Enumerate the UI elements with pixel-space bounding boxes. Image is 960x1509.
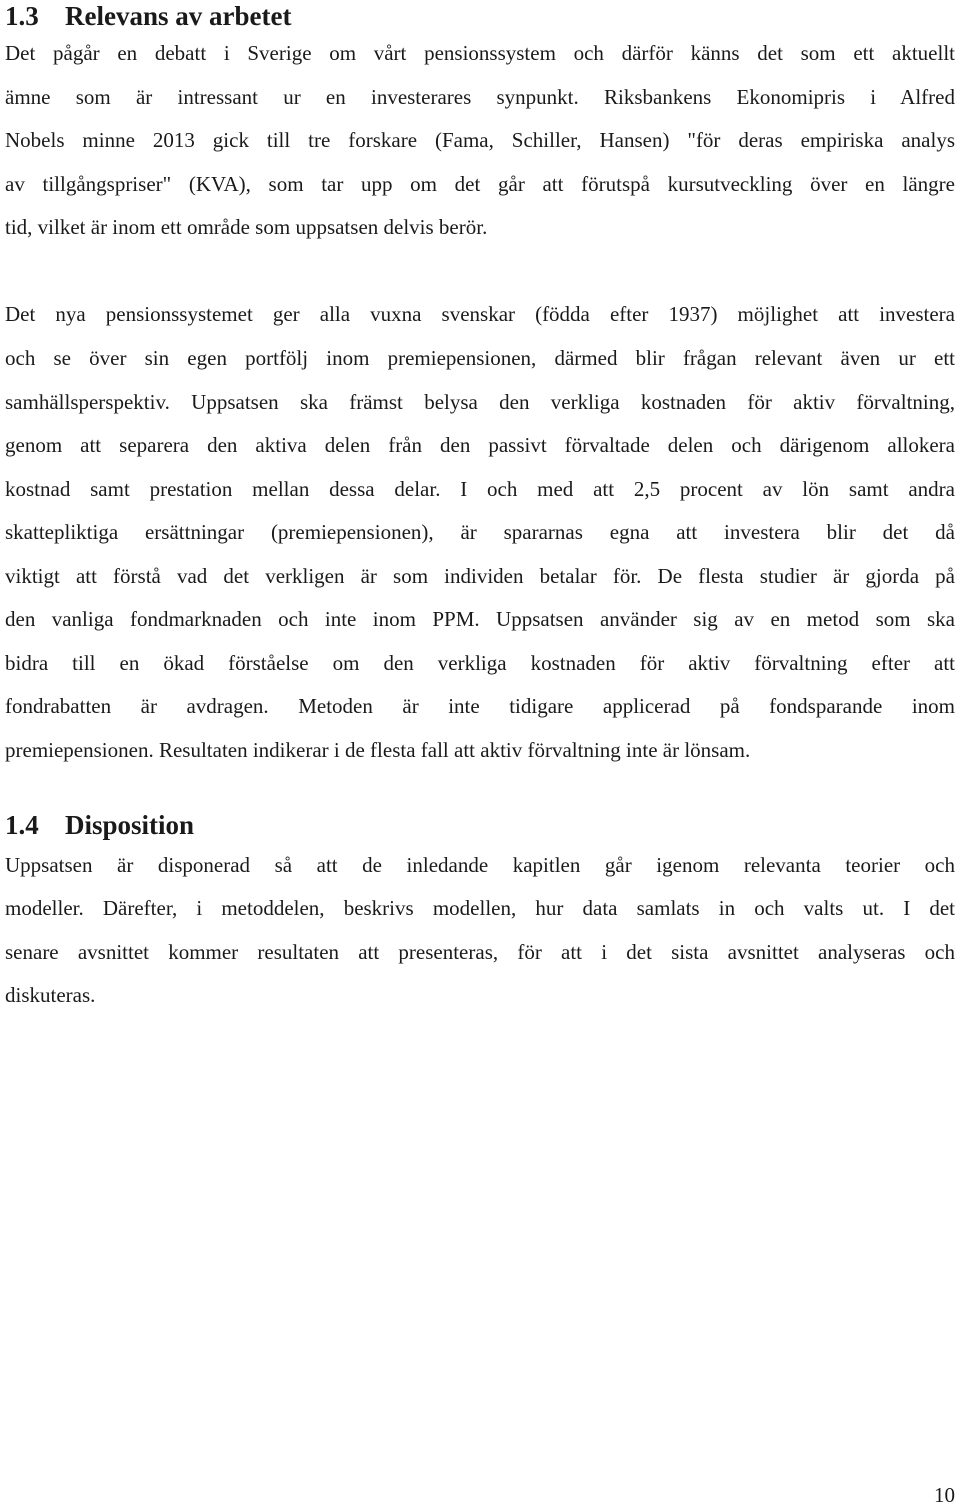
- paragraph-line: senare avsnittet kommer resultaten att presenteras, för att i det sista avsnittet analyseras och: [5, 940, 955, 964]
- paragraph-line: kostnad samt prestation mellan dessa delar. I och med att 2,5 procent av lön samt andra: [5, 477, 955, 501]
- section-heading-disposition: [5, 809, 194, 841]
- paragraph-line: viktigt att förstå vad det verkligen är som individen betalar för. De flesta studier är gjorda på: [5, 564, 955, 588]
- paragraph-line: skattepliktiga ersättningar (premiepensionen), är spararnas egna att investera blir det då: [5, 520, 955, 544]
- paragraph-line: Det nya pensionssystemet ger alla vuxna svenskar (födda efter 1937) möjlighet att investera: [5, 302, 955, 326]
- section-heading-relevans: [5, 0, 291, 32]
- paragraph-line: Uppsatsen är disponerad så att de inledande kapitlen går igenom relevanta teorier och: [5, 853, 955, 877]
- paragraph-line: och se över sin egen portfölj inom premiepensionen, därmed blir frågan relevant även ur ett: [5, 346, 955, 370]
- paragraph-line: modeller. Därefter, i metoddelen, beskrivs modellen, hur data samlats in och valts ut. I det: [5, 896, 955, 920]
- paragraph-line: diskuteras.: [5, 983, 96, 1007]
- paragraph-line: ämne som är intressant ur en investerares synpunkt. Riksbankens Ekonomipris i Alfred: [5, 85, 955, 109]
- paragraph-line: genom att separera den aktiva delen från den passivt förvaltade delen och därigenom allokera: [5, 433, 955, 457]
- paragraph-line: samhällsperspektiv. Uppsatsen ska främst belysa den verkliga kostnaden för aktiv förvaltning,: [5, 390, 955, 414]
- paragraph-line: av tillgångspriser" (KVA), som tar upp om det går att förutspå kursutveckling över en längre: [5, 172, 955, 196]
- page-number: 10: [934, 1483, 955, 1507]
- paragraph-line: tid, vilket är inom ett område som uppsatsen delvis berör.: [5, 215, 488, 239]
- paragraph-line: den vanliga fondmarknaden och inte inom PPM. Uppsatsen använder sig av en metod som ska: [5, 607, 955, 631]
- paragraph-line: fondrabatten är avdragen. Metoden är inte tidigare applicerad på fondsparande inom: [5, 694, 955, 718]
- section-title: Relevans av arbetet: [65, 1, 292, 31]
- section-title: Disposition: [65, 810, 195, 840]
- paragraph-line: Nobels minne 2013 gick till tre forskare (Fama, Schiller, Hansen) "för deras empiriska analys: [5, 128, 955, 152]
- paragraph-line: Det pågår en debatt i Sverige om vårt pensionssystem och därför känns det som ett aktuellt: [5, 41, 955, 65]
- section-number: 1.3: [5, 1, 39, 31]
- section-number: 1.4: [5, 810, 39, 840]
- paragraph-line: bidra till en ökad förståelse om den verkliga kostnaden för aktiv förvaltning efter att: [5, 651, 955, 675]
- paragraph-line: premiepensionen. Resultaten indikerar i de flesta fall att aktiv förvaltning inte är lönsam.: [5, 738, 751, 762]
